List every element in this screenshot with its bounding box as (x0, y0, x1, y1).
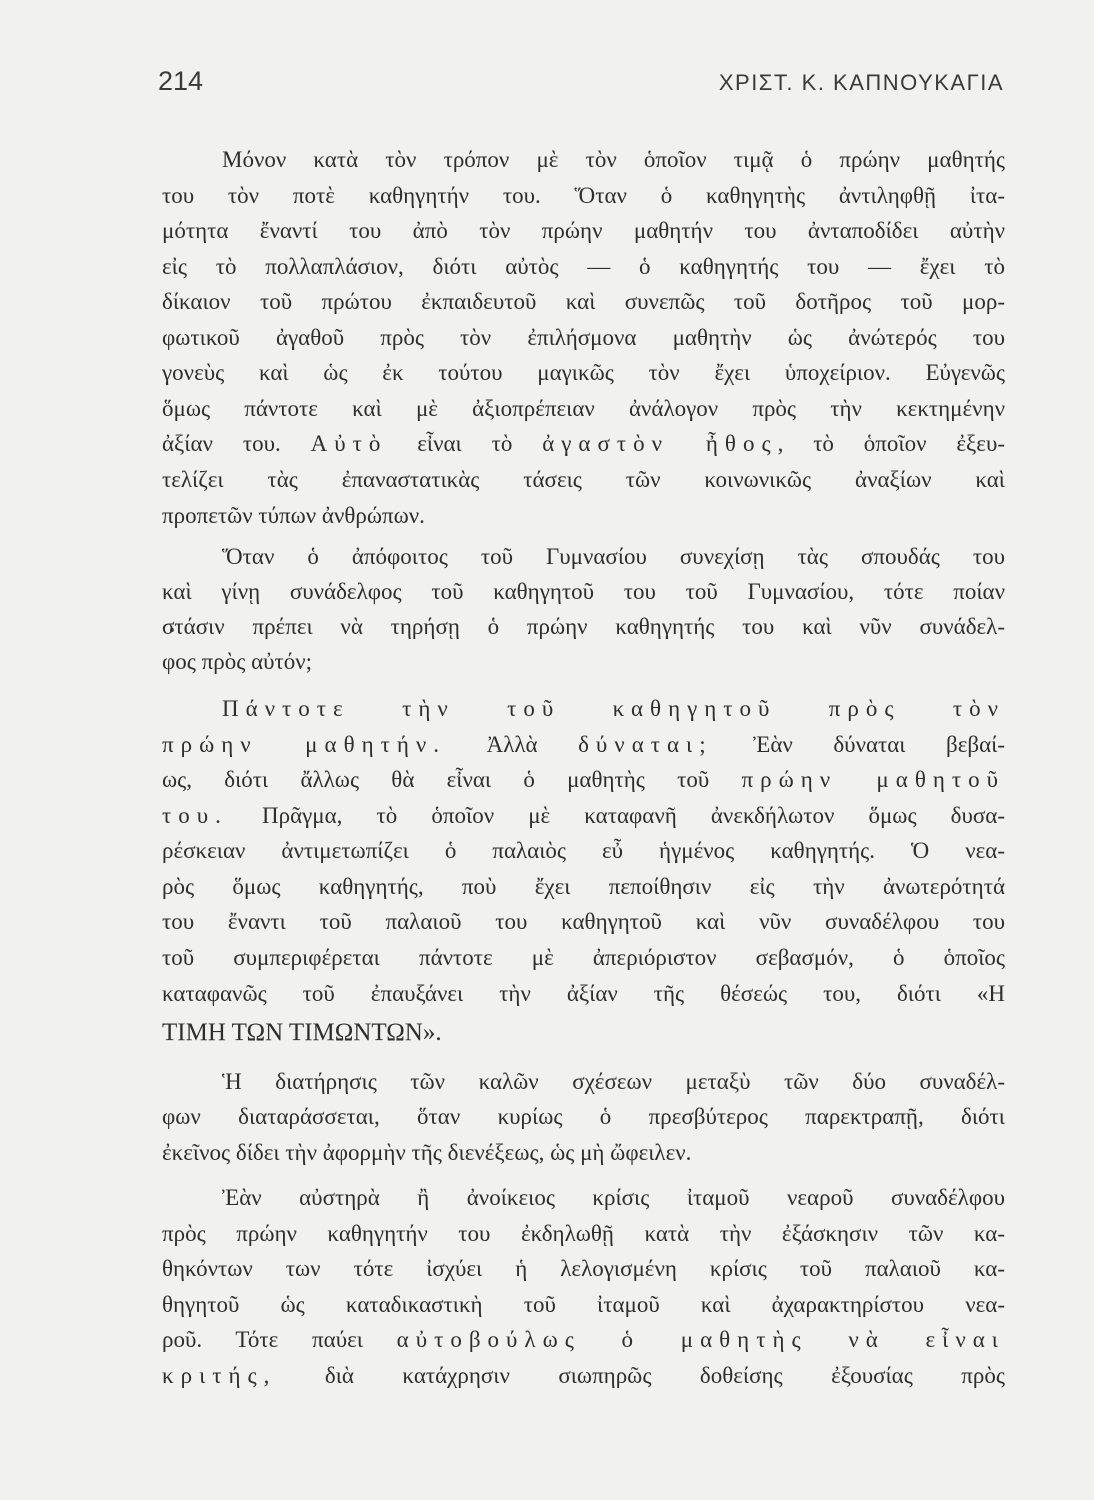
text-segment: ΤΙΜΗ ΤΩΝ ΤΙΜΩΝΤΩΝ». (162, 1019, 442, 1046)
text-segment: Ἡ διατήρησις τῶν καλῶν σχέσεων μεταξὺ τῶν δύο συναδέλ- (222, 1069, 1005, 1094)
text-line (162, 323, 1005, 353)
text-line (162, 1018, 1005, 1048)
text-line (162, 287, 1005, 317)
emphasized-text: κριτής, (162, 1363, 277, 1388)
text-segment: εἰς τὸ πολλαπλάσιον, διότι αὐτὸς — ὁ καθηγητής του — ἔχει τὸ (162, 254, 1005, 279)
text-segment: φος πρὸς αὐτόν; (162, 649, 313, 674)
text-segment: Ἐὰν δύναται βεβαί- (712, 732, 1005, 757)
emphasized-text: ἀγαστὸν ἦθος (542, 431, 778, 456)
text-line (162, 943, 1005, 973)
text-segment: Ὅταν ὁ ἀπόφοιτος τοῦ Γυμνασίου συνεχίσῃ τὰς σπουδάς του (222, 544, 1005, 569)
text-line (162, 577, 1005, 607)
text-line (222, 1183, 1005, 1213)
emphasized-text: αὐτοβούλως ὁ μαθητὴς νὰ εἶναι (396, 1327, 1005, 1352)
text-segment: Μόνον κατὰ τὸν τρόπον μὲ τὸν ὁποῖον τιμᾷ ὁ πρώην μαθητής (222, 147, 1005, 172)
text-segment: τελίζει τὰς ἐπαναστατικὰς τάσεις τῶν κοινωνικῶς ἀναξίων καὶ (162, 467, 1005, 492)
text-line (162, 836, 1005, 866)
text-line (162, 1219, 1005, 1249)
text-line (162, 1361, 1005, 1391)
text-segment: του τὸν ποτὲ καθηγητήν του. Ὅταν ὁ καθηγητὴς ἀντιληφθῇ ἰτα- (162, 183, 1005, 208)
emphasized-text: πρώην μαθητήν. (162, 732, 447, 757)
text-line (162, 1325, 1005, 1355)
text-segment: πρὸς πρώην καθηγητήν του ἐκδηλωθῇ κατὰ τὴν ἐξάσκησιν τῶν κα- (162, 1221, 1005, 1246)
text-line (162, 358, 1005, 388)
text-line (162, 429, 1005, 459)
emphasized-text: πρώην μαθητοῦ (741, 767, 1005, 792)
text-segment: μότητα ἔναντί του ἀπὸ τὸν πρώην μαθητήν του ἀνταποδίδει αὐτὴν (162, 218, 1005, 243)
text-segment: ρὸς ὅμως καθηγητής, ποὺ ἔχει πεποίθησιν εἰς τὴν ἀνωτερότητά (162, 874, 1005, 899)
text-segment: ροῦ. Τότε παύει (162, 1327, 397, 1352)
text-segment: Πρᾶγμα, τὸ ὁποῖον μὲ καταφανῆ ἀνεκδήλωτον ὅμως δυσα- (227, 803, 1005, 828)
text-segment: θηγητοῦ ὡς καταδικαστικὴ τοῦ ἰταμοῦ καὶ ἀχαρακτηρίστου νεα- (162, 1292, 1005, 1317)
text-segment: καὶ γίνῃ συνάδελφος τοῦ καθηγητοῦ του τοῦ Γυμνασίου, τότε ποίαν (162, 579, 1005, 604)
text-segment: καταφανῶς τοῦ ἐπαυξάνει τὴν ἀξίαν τῆς θέσεώς του, διότι «Η (162, 981, 1005, 1006)
text-line (162, 907, 1005, 937)
text-segment: φωτικοῦ ἀγαθοῦ πρὸς τὸν ἐπιλήσμονα μαθητὴν ὡς ἀνώτερός του (162, 325, 1005, 350)
text-line (222, 542, 1005, 572)
text-line (162, 1102, 1005, 1132)
text-segment: εἶναι τὸ (387, 431, 543, 456)
text-line (162, 647, 1005, 677)
text-segment: ἐκεῖνος δίδει τὴν ἀφορμὴν τῆς διενέξεως, ὡς μὴ ὤφειλεν. (162, 1140, 692, 1165)
text-line (222, 145, 1005, 175)
text-line (162, 730, 1005, 760)
text-line (162, 252, 1005, 282)
text-line (162, 1138, 1005, 1168)
text-segment: ρέσκειαν ἀντιμετωπίζει ὁ παλαιὸς εὖ ἡγμένος καθηγητής. Ὁ νεα- (162, 838, 1005, 863)
text-line (222, 694, 1005, 724)
text-line (222, 1067, 1005, 1097)
page-number: 214 (158, 66, 204, 96)
text-line (162, 801, 1005, 831)
text-segment: θηκόντων των τότε ἰσχύει ἡ λελογισμένη κρίσις τοῦ παλαιοῦ κα- (162, 1256, 1005, 1281)
text-segment: διὰ κατάχρησιν σιωπηρῶς δοθείσης ἐξουσίας πρὸς (276, 1363, 1005, 1388)
text-segment: προπετῶν τύπων ἀνθρώπων. (162, 503, 425, 528)
emphasized-text: του. (162, 803, 228, 828)
text-segment: γονεὺς καὶ ὡς ἐκ τούτου μαγικῶς τὸν ἔχει ὑποχείριον. Εὐγενῶς (162, 360, 1005, 385)
text-line (162, 181, 1005, 211)
text-line (162, 501, 1005, 531)
text-line (162, 216, 1005, 246)
text-segment: φων διαταράσσεται, ὅταν κυρίως ὁ πρεσβύτερος παρεκτραπῇ, διότι (162, 1104, 1005, 1129)
text-line (162, 979, 1005, 1009)
emphasized-text: δύναται; (578, 732, 713, 757)
text-segment: τοῦ συμπεριφέρεται πάντοτε μὲ ἀπεριόριστον σεβασμόν, ὁ ὁποῖος (162, 945, 1005, 970)
running-title: ΧΡΙΣΤ. Κ. ΚΑΠΝΟΥΚΑΓΙΑ (718, 70, 1004, 95)
text-line (162, 1254, 1005, 1284)
text-segment: Ἀλλὰ (446, 732, 579, 757)
text-segment: στάσιν πρέπει νὰ τηρήσῃ ὁ πρώην καθηγητής του καὶ νῦν συνάδελ- (162, 614, 1005, 639)
text-segment: ὅμως πάντοτε καὶ μὲ ἀξιοπρέπειαν ἀνάλογον πρὸς τὴν κεκτημένην (162, 396, 1005, 421)
text-segment: Ἐὰν αὐστηρὰ ἢ ἀνοίκειος κρίσις ἰταμοῦ νεαροῦ συναδέλφου (222, 1185, 1005, 1210)
emphasized-text: Αὐτὸ (310, 431, 388, 456)
text-line (162, 465, 1005, 495)
text-line (162, 765, 1005, 795)
text-segment: ως, διότι ἄλλως θὰ εἶναι ὁ μαθητὴς τοῦ (162, 767, 742, 792)
emphasized-text: Πάντοτε τὴν τοῦ καθηγητοῦ πρὸς τὸν (222, 696, 1005, 721)
text-line (162, 872, 1005, 902)
text-segment: του ἔναντι τοῦ παλαιοῦ του καθηγητοῦ καὶ νῦν συναδέλφου του (162, 909, 1005, 934)
text-segment: ἀξίαν του. (162, 431, 311, 456)
text-line (162, 1290, 1005, 1320)
text-line (162, 394, 1005, 424)
text-segment: δίκαιον τοῦ πρώτου ἐκπαιδευτοῦ καὶ συνεπῶς τοῦ δοτῆρος τοῦ μορ- (162, 289, 1005, 314)
text-segment: , τὸ ὁποῖον ἐξευ- (777, 431, 1006, 456)
text-line (162, 612, 1005, 642)
